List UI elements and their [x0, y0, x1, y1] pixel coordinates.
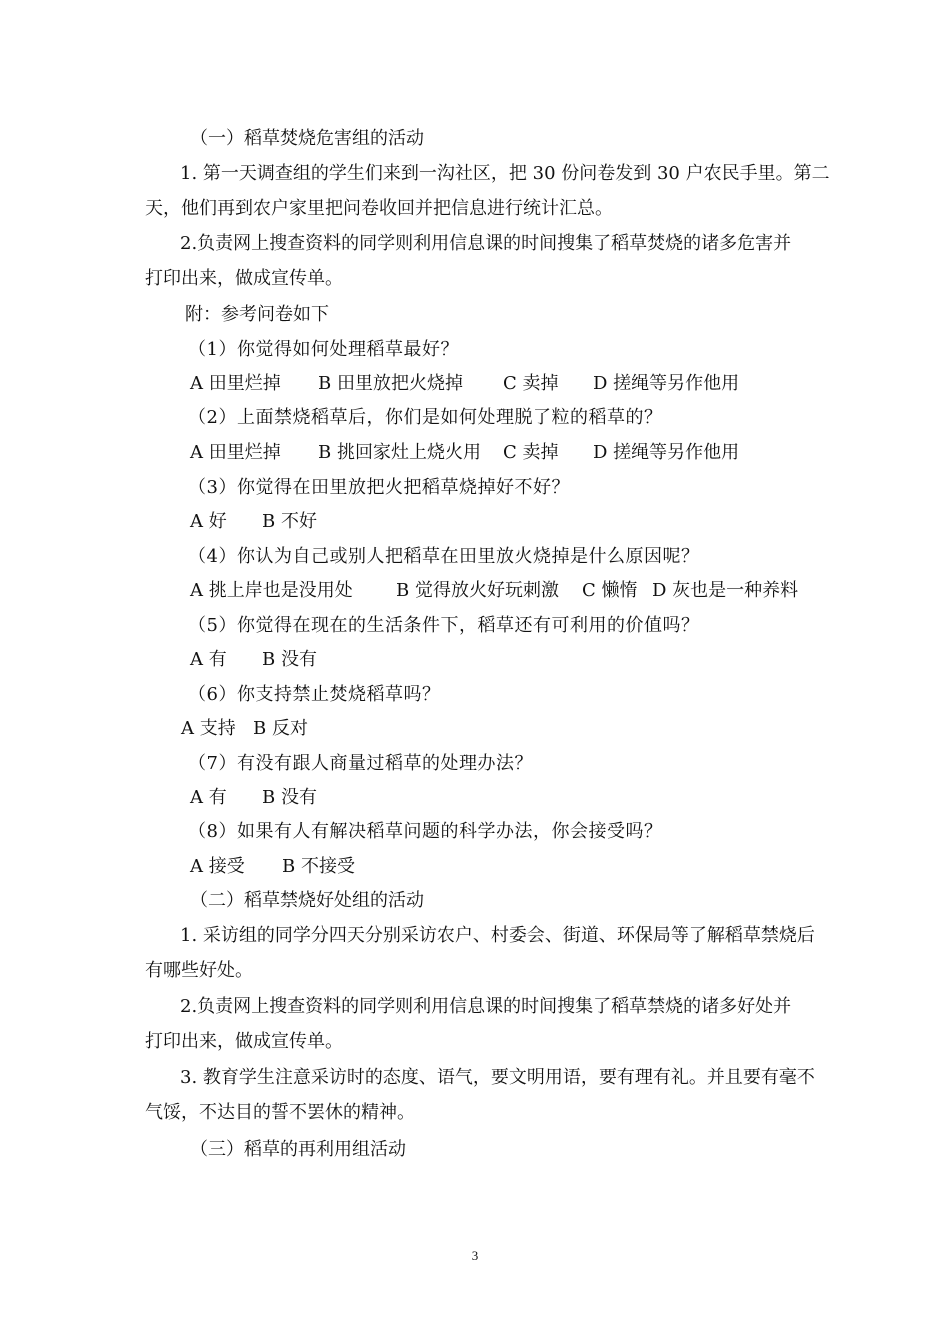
option: C 懒惰 — [582, 580, 638, 601]
question-7-options — [190, 786, 317, 810]
question-6-options — [181, 717, 308, 741]
option: B 觉得放火好玩刺激 — [396, 580, 559, 601]
question-8-options — [190, 855, 355, 879]
appendix-label: 附：参考问卷如下 — [185, 304, 329, 325]
paragraph-line: 1. 第一天调查组的学生们来到一沟社区，把 30 份问卷发到 30 户农民手里。第二 — [180, 163, 830, 184]
question-3-options — [190, 510, 317, 534]
paragraph-line: 3. 教育学生注意采访时的态度、语气，要文明用语，要有理有礼。并且要有毫不 — [180, 1067, 815, 1088]
option: A 有 — [190, 649, 227, 670]
question-7: （7）有没有跟人商量过稻草的处理办法？ — [188, 753, 533, 774]
section-heading-1: （一）稻草焚烧危害组的活动 — [190, 128, 424, 149]
paragraph-line: 2.负责网上搜查资料的同学则利用信息课的时间搜集了稻草焚烧的诸多危害并 — [180, 233, 792, 254]
option: B 反对 — [253, 718, 308, 739]
option: B 没有 — [262, 787, 317, 808]
option: A 接受 — [190, 856, 245, 877]
option: A 田里烂掉 — [190, 442, 281, 463]
option: D 灰也是一种养料 — [652, 580, 799, 601]
option: A 挑上岸也是没用处 — [190, 580, 353, 601]
question-2: （2）上面禁烧稻草后，你们是如何处理脱了粒的稻草的？ — [188, 407, 663, 428]
question-2-options — [190, 441, 739, 465]
page-number: 3 — [471, 1248, 479, 1263]
question-1: （1）你觉得如何处理稻草最好？ — [188, 339, 459, 360]
option: A 支持 — [181, 718, 236, 739]
question-5-options — [190, 648, 317, 672]
paragraph-line: 1. 采访组的同学分四天分别采访农户、村委会、街道、环保局等了解稻草禁烧后 — [180, 925, 815, 946]
question-1-options — [190, 372, 739, 396]
section-heading-3: （三）稻草的再利用组活动 — [190, 1139, 406, 1160]
question-8: （8）如果有人有解决稻草问题的科学办法，你会接受吗？ — [188, 821, 663, 842]
question-4: （4）你认为自己或别人把稻草在田里放火烧掉是什么原因呢？ — [188, 546, 700, 567]
option: B 挑回家灶上烧火用 — [318, 442, 481, 463]
question-4-options — [190, 579, 798, 603]
option: B 没有 — [262, 649, 317, 670]
paragraph-line: 打印出来，做成宣传单。 — [145, 268, 343, 289]
option: A 好 — [190, 511, 227, 532]
option: D 搓绳等另作他用 — [593, 373, 740, 394]
question-3: （3）你觉得在田里放把火把稻草烧掉好不好？ — [188, 477, 570, 498]
paragraph-line: 2.负责网上搜查资料的同学则利用信息课的时间搜集了稻草禁烧的诸多好处并 — [180, 996, 792, 1017]
paragraph-line: 气馁，不达目的誓不罢休的精神。 — [145, 1102, 415, 1123]
paragraph-line: 有哪些好处。 — [145, 960, 253, 981]
option: B 不接受 — [282, 856, 355, 877]
section-heading-2: （二）稻草禁烧好处组的活动 — [190, 890, 424, 911]
option: A 有 — [190, 787, 227, 808]
option: B 田里放把火烧掉 — [318, 373, 463, 394]
option: B 不好 — [262, 511, 317, 532]
question-5: （5）你觉得在现在的生活条件下，稻草还有可利用的价值吗？ — [188, 615, 700, 636]
option: C 卖掉 — [503, 373, 559, 394]
option: D 搓绳等另作他用 — [593, 442, 740, 463]
option: A 田里烂掉 — [190, 373, 281, 394]
option: C 卖掉 — [503, 442, 559, 463]
paragraph-line: 打印出来，做成宣传单。 — [145, 1031, 343, 1052]
paragraph-line: 天，他们再到农户家里把问卷收回并把信息进行统计汇总。 — [145, 198, 613, 219]
question-6: （6）你支持禁止焚烧稻草吗？ — [188, 684, 441, 705]
